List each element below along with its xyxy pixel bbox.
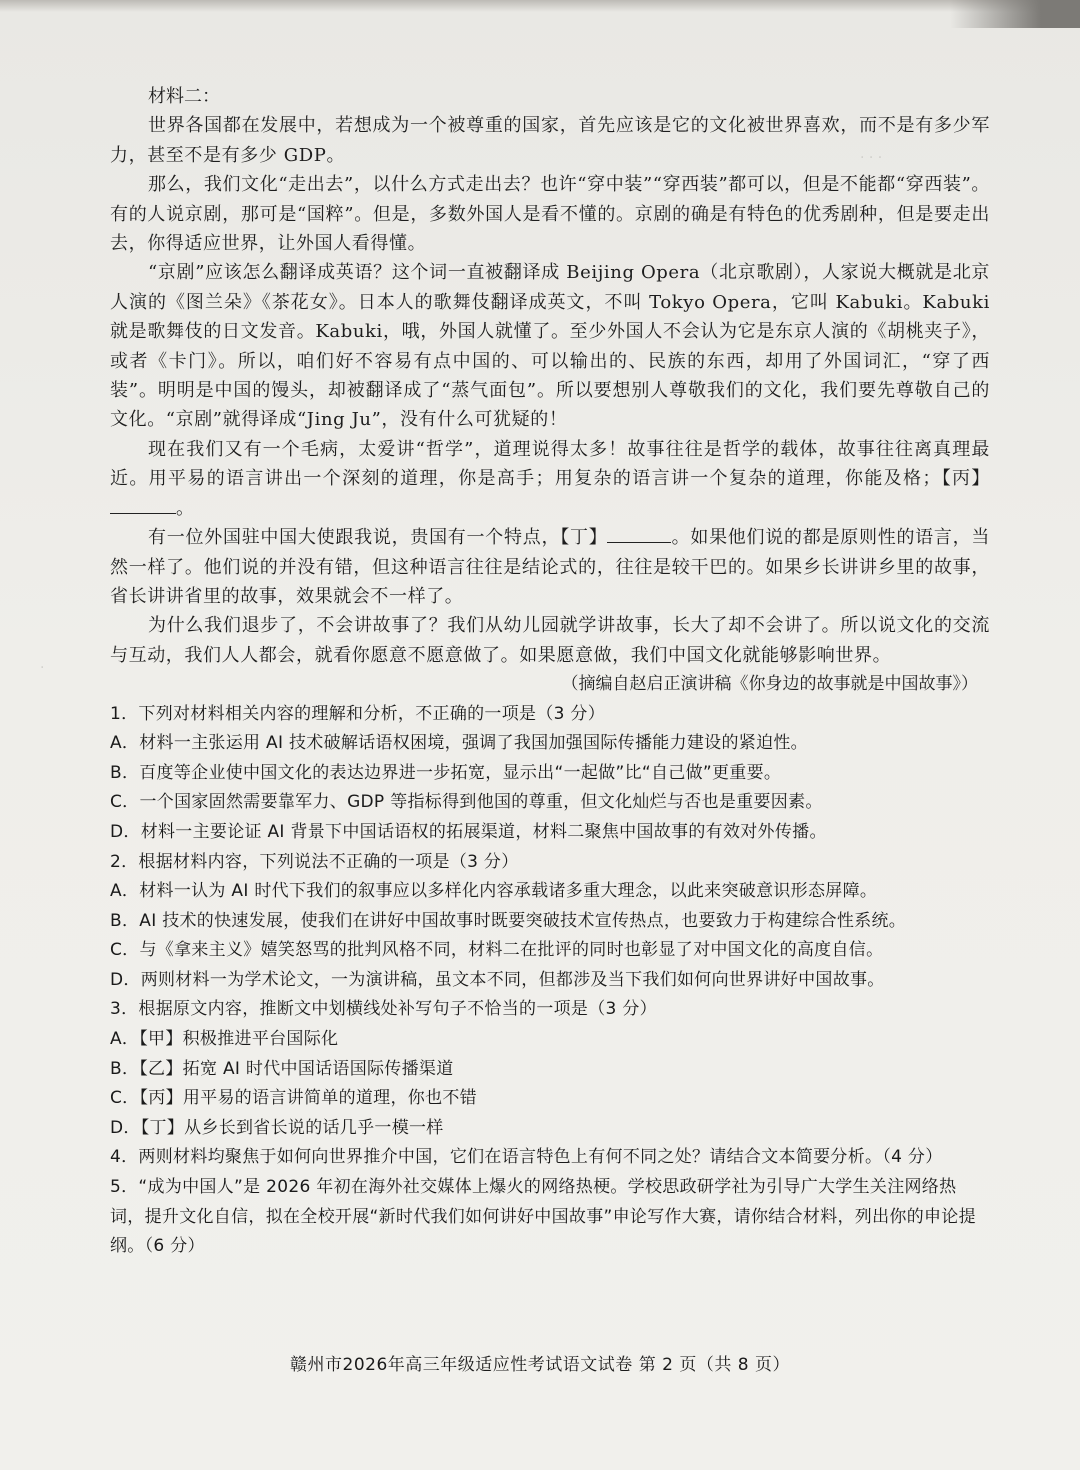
question-option: B．百度等企业使中国文化的表达边界进一步拓宽，显示出“一起做”比“自己做”更重要。 [110,762,782,783]
page-corner-shadow [950,0,1080,28]
question-option: C．与《拿来主义》嬉笑怒骂的批判风格不同，材料二在批评的同时也彰显了对中国文化的高度自信。 [110,940,884,961]
question-stem: 1．下列对材料相关内容的理解和分析，不正确的一项是（3 分） [110,703,606,724]
material-paragraph: 为什么我们退步了，不会讲故事了？我们从幼儿园就学讲故事，长大了却不会讲了。所以说文化的交流与互动，我们人人都会，就看你愿意不愿意做了。如果愿意做，我们中国文化就能够影响世界。 [110,615,990,666]
question-option: A．材料一认为 AI 时代下我们的叙事应以多样化内容承载诸多重大理念，以此来突破意识形态屏障。 [110,881,878,902]
material-heading: 材料二： [148,86,220,107]
question-option: C．【丙】用平易的语言讲简单的道理，你也不错 [110,1088,477,1109]
question-option: D．材料一主要论证 AI 背景下中国话语权的拓展渠道，材料二聚焦中国故事的有效对外传播。 [110,821,827,842]
paragraph-text: 有一位外国驻中国大使跟我说，贵国有一个特点， [148,527,561,549]
blank-marker-bing: 【丙】 [940,468,990,490]
question-2 [110,848,990,996]
question-stem: 3．根据原文内容，推断文中划横线处补写句子不恰当的一项是（3 分） [110,999,657,1020]
exam-content [110,82,990,1262]
page-footer: 赣州市2026年高三年级适应性考试语文试卷 第 2 页（共 8 页） [290,1355,790,1375]
material-paragraph-bing [110,435,990,523]
question-stem: 5．“成为中国人”是 2026 年初在海外社交媒体上爆火的网络热梗。学校思政研学社为引导广大学生关注网络热词，提升文化自信，拟在全校开展“新时代我们如何讲好中国故事”申论写作大赛，请你结合材料，列出你的申论提纲。（6 分） [110,1177,976,1257]
material-paragraph: “京剧”应该怎么翻译成英语？这个词一直被翻译成 Beijing Opera（北京歌剧），人家说大概就是北京人演的《图兰朵》《茶花女》。日本人的歌舞伎翻译成英文，不叫 Tokyo Opera，它叫 Kabuki。Kabuki 就是歌舞伎的日文发音。Kabuki，哦，外国人就懂了。至少外国人不会认为它是东京人演的《胡桃夹子》，或者《卡门》。所以，咱们好不容易有点中国的、可以输出的、民族的东西，却用了外国词汇，“穿了西装”。明明是中国的馒头，却被翻译成了“蒸气面包”。所以要想别人尊敬我们的文化，我们要先尊敬自己的文化。“京剧”就得译成“Jing Ju”，没有什么可犹疑的！ [110,262,990,431]
paragraph-text: 。 [176,497,195,519]
question-option: C．一个国家固然需要靠军力、GDP 等指标得到他国的尊重，但文化灿烂与否也是重要因素。 [110,792,823,813]
question-option: D．两则材料一为学术论文，一为演讲稿，虽文本不同，但都涉及当下我们如何向世界讲好中国故事。 [110,969,885,990]
question-3 [110,995,990,1143]
material-paragraph: 那么，我们文化“走出去”，以什么方式走出去？也许“穿中装”“穿西装”都可以，但是不能都“穿西装”。有的人说京剧，那可是“国粹”。但是，多数外国人是看不懂的。京剧的确是有特色的优秀剧种，但是要走出去，你得适应世界，让外国人看得懂。 [110,174,990,255]
fill-blank-line [110,495,176,514]
question-stem: 4．两则材料均聚焦于如何向世界推介中国，它们在语言特色上有何不同之处？请结合文本简要分析。（4 分） [110,1147,943,1168]
material-paragraph: 世界各国都在发展中，若想成为一个被尊重的国家，首先应该是它的文化被世界喜欢，而不是有多少军力，甚至不是有多少 GDP。 [110,115,990,166]
material-source: （摘编自赵启正演讲稿《你身边的故事就是中国故事》） [561,674,978,695]
material-paragraph-ding [110,523,990,611]
question-option: A．【甲】积极推进平台国际化 [110,1029,339,1050]
question-option: B．AI 技术的快速发展，使我们在讲好中国故事时既要突破技术宣传热点，也要致力于构建综合性系统。 [110,910,907,931]
fill-blank-line [607,524,671,543]
question-4 [110,1143,990,1173]
page-top-edge [0,0,1080,12]
question-option: D．【丁】从乡长到省长说的话几乎一模一样 [110,1117,444,1138]
blank-marker-ding: 【丁】 [560,527,608,549]
paragraph-text: 。如果他们说的都是原则性的语言，当然一样了。他们说的并没有错，但这种语言往往是结论式的，往往是较干巴的。如果乡长讲讲乡里的故事，省长讲讲省里的故事，效果就会不一样了。 [110,527,990,607]
question-option: B．【乙】拓宽 AI 时代中国话语国际传播渠道 [110,1058,454,1079]
bleed-through-mark: · [40,660,45,676]
question-stem: 2．根据材料内容，下列说法不正确的一项是（3 分） [110,851,519,872]
question-5 [110,1173,990,1262]
question-option: A．材料一主张运用 AI 技术破解话语权困境，强调了我国加强国际传播能力建设的紧迫性。 [110,733,808,754]
question-1 [110,700,990,848]
paragraph-text: 现在我们又有一个毛病，太爱讲“哲学”，道理说得太多！故事往往是哲学的载体，故事往往离真理最近。用平易的语言讲出一个深刻的道理，你是高手；用复杂的语言讲一个复杂的道理，你能及格； [110,438,990,490]
bleed-through-mark: · · · [860,150,883,166]
